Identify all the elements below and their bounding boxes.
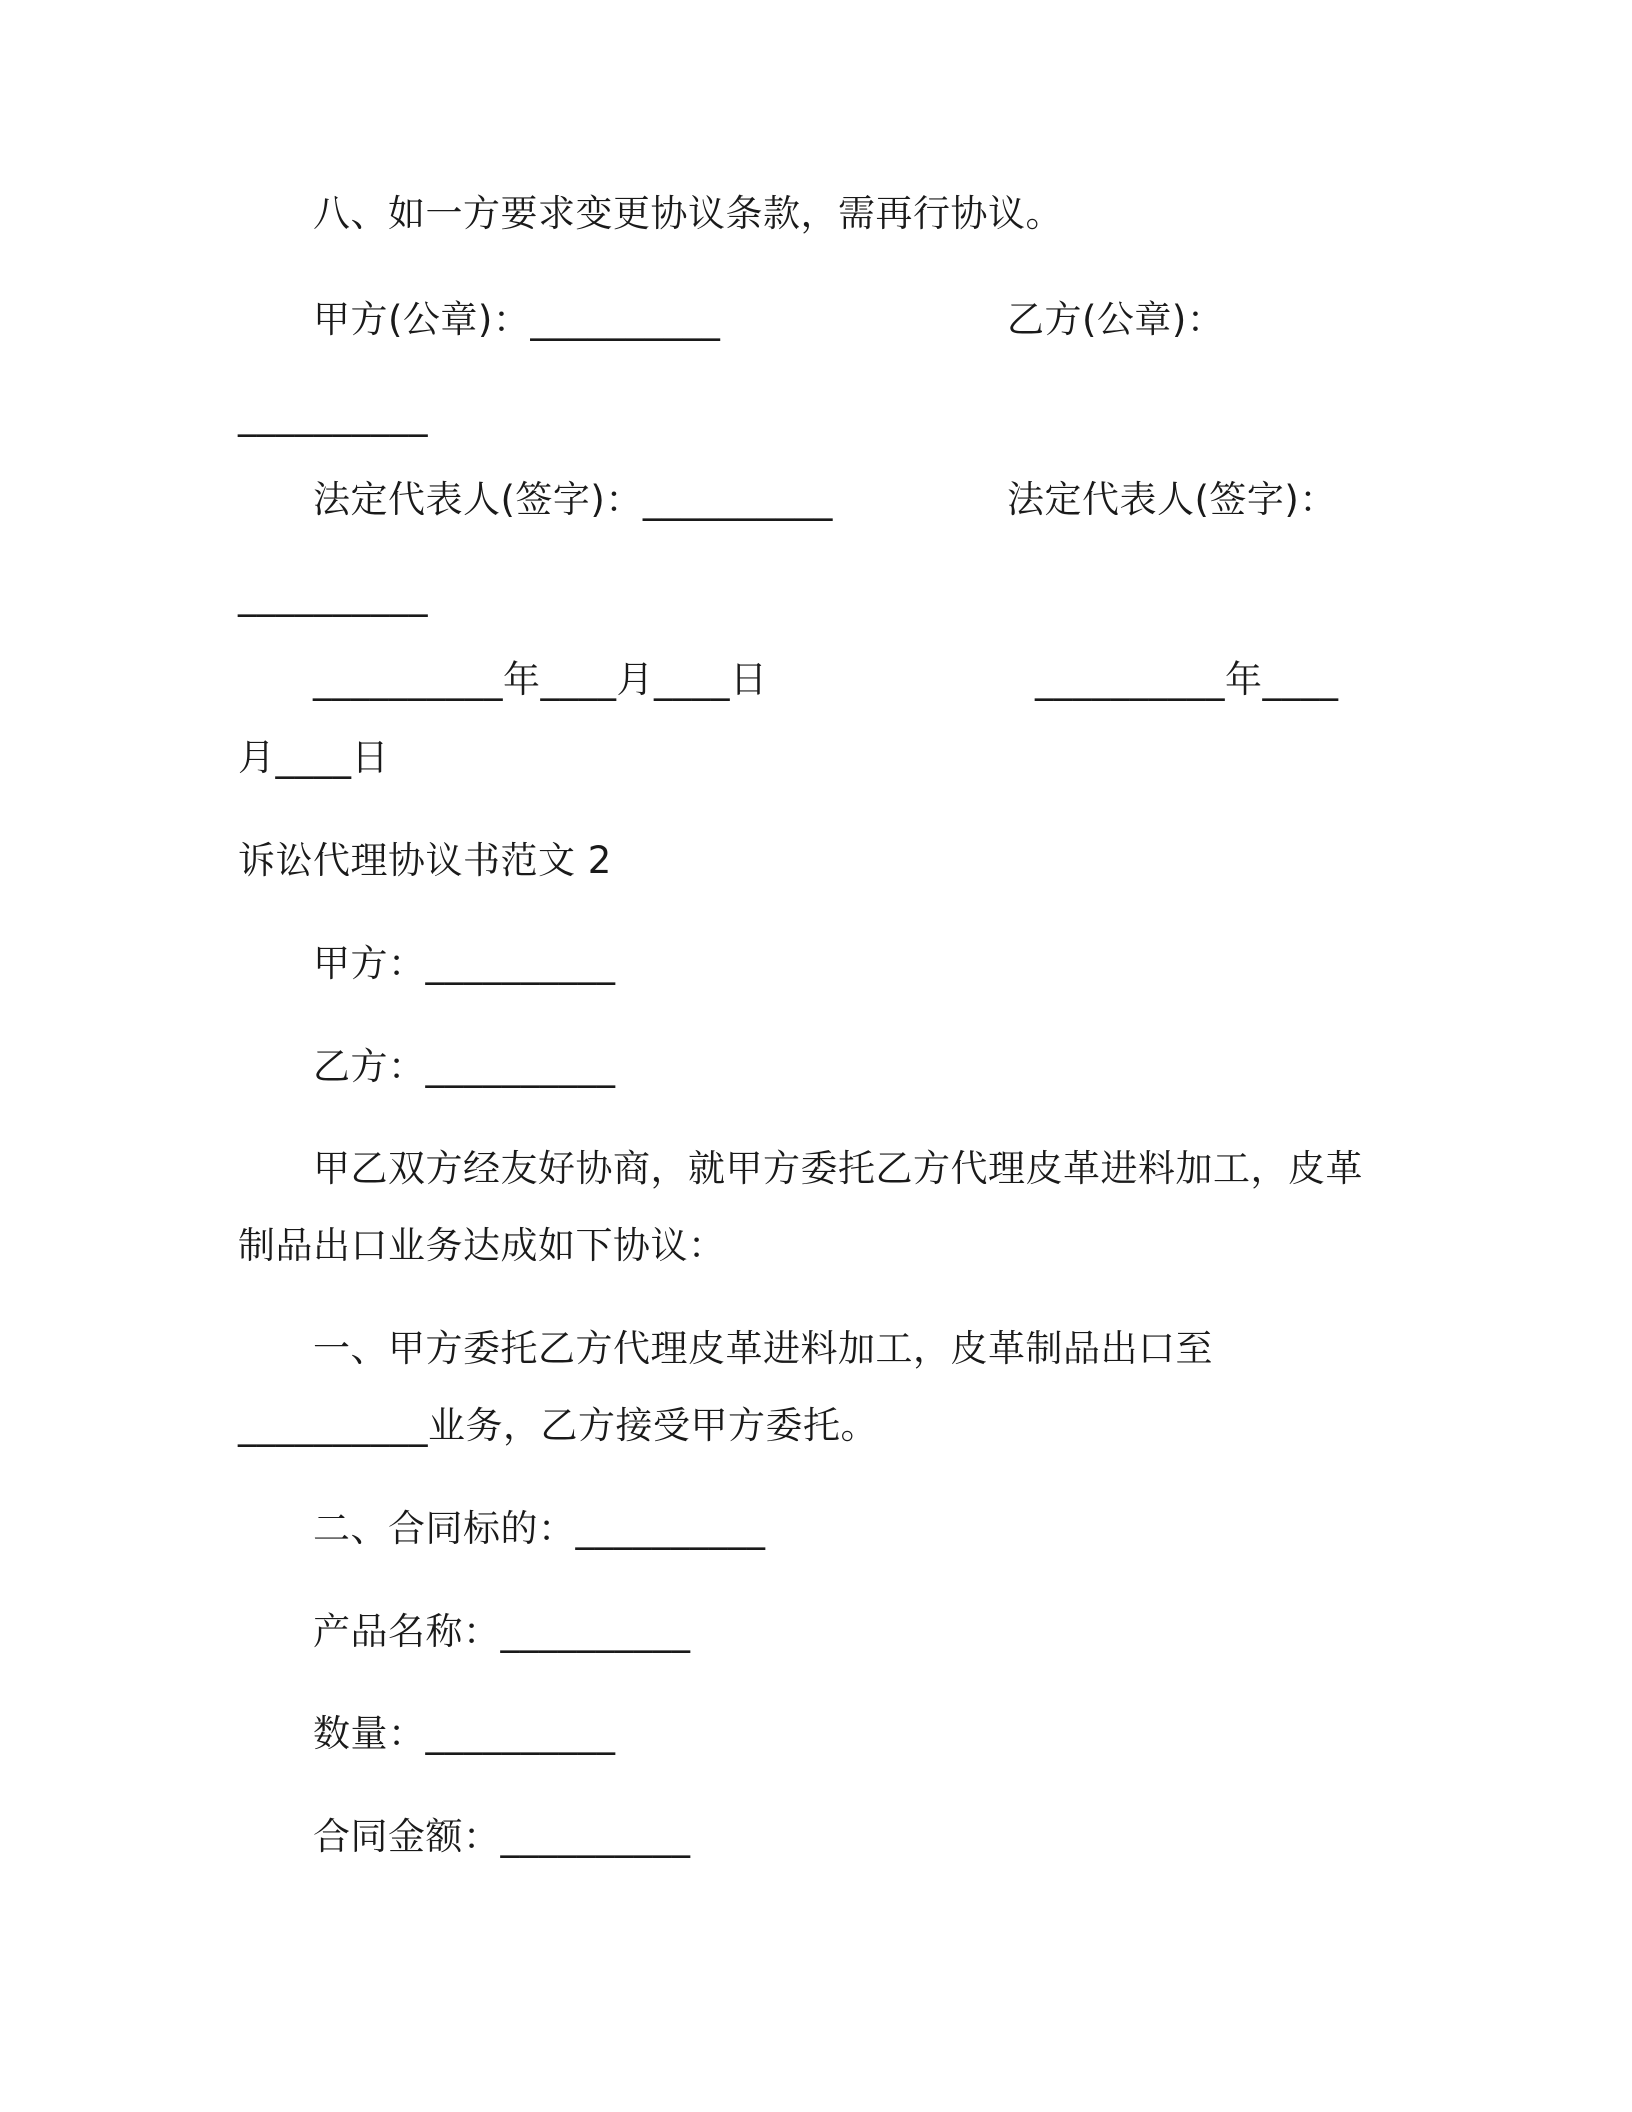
party-a-line: 甲方：__________: [313, 942, 616, 985]
party-a-date-line: __________年____月____日: [313, 658, 768, 701]
contract-amount-line: 合同金额：__________: [313, 1815, 691, 1858]
party-b-representative-blank: __________: [238, 574, 428, 617]
section-title: 诉讼代理协议书范文 2: [238, 839, 612, 882]
party-b-date-continuation: 月____日: [238, 736, 389, 779]
quantity-line: 数量：__________: [313, 1712, 616, 1755]
party-a-representative-line: 法定代表人(签字)：__________: [313, 478, 833, 521]
product-name-line: 产品名称：__________: [313, 1610, 691, 1653]
clause-1-line-2: __________业务，乙方接受甲方委托。: [238, 1404, 878, 1447]
clause-8-text: 八、如一方要求变更协议条款，需再行协议。: [313, 192, 1063, 235]
party-b-date-line: __________年____: [1035, 658, 1339, 701]
party-b-seal-label: 乙方(公章)：: [1007, 298, 1225, 341]
party-b-seal-blank: __________: [238, 394, 428, 437]
party-a-seal-line: 甲方(公章)：__________: [313, 298, 721, 341]
party-b-line: 乙方：__________: [313, 1045, 616, 1088]
party-b-representative-label: 法定代表人(签字)：: [1007, 478, 1337, 521]
clause-1-line-1: 一、甲方委托乙方代理皮革进料加工，皮革制品出口至: [313, 1327, 1213, 1370]
intro-paragraph-line-2: 制品出口业务达成如下协议：: [238, 1224, 726, 1267]
clause-2-line: 二、合同标的：__________: [313, 1507, 766, 1550]
intro-paragraph-line-1: 甲乙双方经友好协商，就甲方委托乙方代理皮革进料加工，皮革: [313, 1147, 1363, 1190]
